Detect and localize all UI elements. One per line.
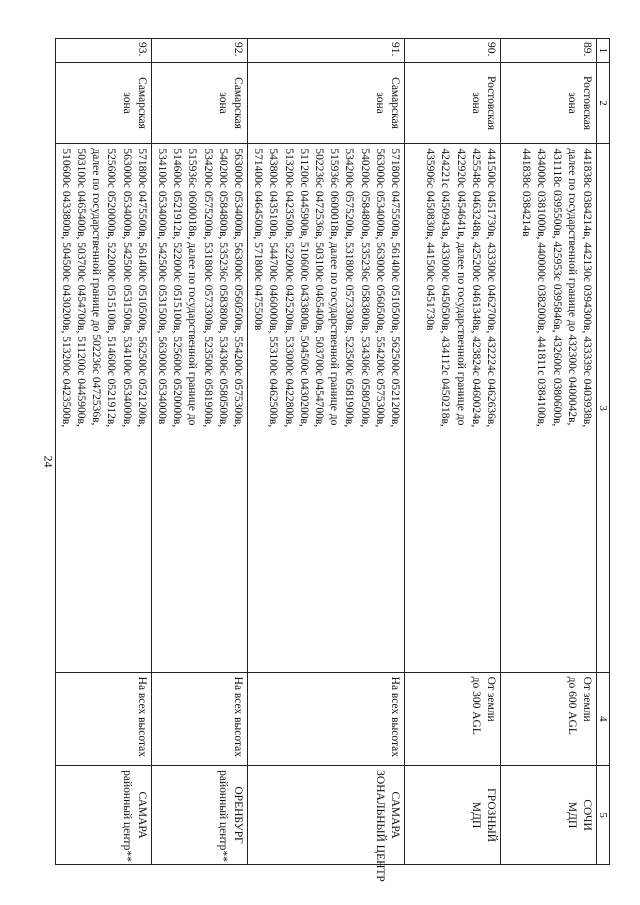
zone-name-line: зона — [373, 92, 386, 114]
header-col-4: 4 — [597, 672, 610, 766]
control-center-line: ГРОЗНЫЙ — [485, 788, 497, 843]
zone-name — [501, 62, 597, 144]
row-number: 92. — [151, 39, 247, 63]
control-center — [55, 766, 151, 865]
altitude-limits-line: до 600 AGL — [565, 676, 578, 735]
zone-name-line: Самарская — [135, 77, 148, 129]
control-center — [247, 766, 404, 882]
control-center-line: СОЧИ — [581, 799, 593, 831]
zone-boundary-coordinates-line: 571800с 0475500в, 561400с 0510500в, 562500с 0521200в, — [389, 148, 401, 428]
zone-boundary-coordinates-line: 511200с 0445900в, 510600с 0433800в, 504500с 0430200в, — [297, 148, 310, 427]
row-number: 93. — [55, 39, 151, 63]
zone-boundary-coordinates — [151, 144, 247, 672]
zone-boundary-coordinates-line: 502236с 0472536в, 503100с 0465400в, 503700с 0454700в, — [312, 148, 325, 428]
altitude-limits — [405, 672, 501, 766]
rotated-table-container — [59, 38, 610, 882]
zone-name — [151, 62, 247, 144]
control-center-line: САМАРА — [389, 791, 401, 839]
altitude-limits-line: На всех высотах — [231, 676, 244, 757]
table-row — [55, 39, 151, 865]
zone-name-line: Ростовская — [485, 75, 497, 131]
altitude-limits-line: От земли — [581, 676, 593, 722]
altitude-limits-line: От земли — [485, 676, 497, 722]
zone-boundary-coordinates-line: 441838с 0384214в, 442130с 0394300в, 433339с 0403938в, — [581, 148, 593, 428]
header-col-5: 5 — [597, 766, 610, 865]
table-row — [405, 39, 501, 865]
zone-name — [247, 62, 404, 144]
control-center-line: ОРЕНБУРГ — [231, 786, 244, 844]
zone-boundary-coordinates-line: 534200с 0575200в, 531800с 0573300в, 523500с 0581900в, — [201, 148, 214, 428]
header-col-3: 3 — [597, 144, 610, 672]
table-row — [501, 39, 597, 865]
zone-name-line: Самарская — [231, 77, 244, 129]
table-row — [151, 39, 247, 865]
altitude-limits — [501, 672, 597, 766]
zone-boundary-coordinates-line: 513200с 0423500в, 522000с 0425200в, 533000с 0422800в, — [282, 148, 295, 428]
zone-boundary-coordinates-line: 534100с 0534000в, 542500с 0531500в, 563000с 0534000в — [155, 148, 168, 425]
control-center-line: районный центр** — [216, 770, 229, 862]
zone-name-line: зона — [469, 92, 482, 114]
zone-boundary-coordinates-line: 571800с 0475500в, 561400с 0510500в, 562500с 0521200в, — [135, 148, 148, 428]
zone-boundary-coordinates-line: 515936с 0600018в, далее по государственной границе до — [328, 148, 341, 426]
control-center — [405, 766, 501, 865]
altitude-limits — [151, 672, 247, 766]
zone-name-line: зона — [565, 92, 578, 114]
zone-name — [405, 62, 501, 144]
zone-boundary-coordinates-line: 540200с 0584800в, 535236с 0583800в, 534306с 0580500в, — [358, 148, 371, 428]
zone-boundary-coordinates-line: 540200с 0584800в, 535236с 0583800в, 534306с 0580500в, — [216, 148, 229, 428]
zone-boundary-coordinates-line: далее по государственной границе до 432300с 0400042в, — [565, 148, 578, 426]
row-number: 89. — [501, 39, 597, 63]
zone-boundary-coordinates — [247, 144, 404, 672]
control-center-line: ЗОНАЛЬНЫЙ ЦЕНТР — [373, 770, 386, 882]
zone-boundary-coordinates-line: 525600с 0520000в, 522000с 0515100в, 514600с 0521912в, — [105, 148, 118, 428]
page-number: 24 — [41, 455, 56, 468]
header-col-1: 1 — [597, 39, 610, 63]
altitude-limits-line: до 300 AGL — [469, 676, 482, 735]
control-center — [501, 766, 597, 865]
zone-boundary-coordinates-line: 441838с 0384214в — [520, 148, 533, 237]
zone-boundary-coordinates-line: 435906с 0450830в, 441500с 0451730в — [424, 148, 437, 331]
zone-name-line: Самарская — [389, 77, 401, 129]
zone-boundary-coordinates-line: далее по государственной границе до 502236с 0472536в, — [90, 148, 103, 426]
altitude-limits-line: На всех высотах — [135, 676, 148, 757]
control-center-line: районный центр** — [120, 770, 133, 862]
zone-boundary-coordinates-line: 543800с 0435100в, 544700с 0460000в, 553100с 0462500в, — [267, 148, 280, 428]
zone-name-line: Ростовская — [581, 75, 593, 131]
zone-boundary-coordinates-line: 563000с 0534000в, 563000с 0560500в, 554200с 0575300в, — [231, 148, 244, 428]
header-row — [597, 39, 610, 865]
control-center-line: МДП — [565, 801, 578, 829]
zone-boundary-coordinates — [55, 144, 151, 672]
zone-boundary-coordinates — [501, 144, 597, 672]
control-center — [151, 766, 247, 865]
zone-boundary-coordinates-line: 563000с 0534000в, 542500с 0531500в, 534100с 0534000в, — [120, 148, 133, 428]
airspace-zones-table — [55, 38, 610, 882]
zone-boundary-coordinates-line: 515936с 0600018в, далее по государственной границе до — [186, 148, 199, 426]
altitude-limits — [55, 672, 151, 766]
zone-boundary-coordinates-line: 425548с 0463248в, 425200с 0461348в, 423824с 0460024в, — [469, 148, 482, 428]
zone-boundary-coordinates-line: 563000с 0534000в, 563000с 0560500в, 554200с 0575300в, — [373, 148, 386, 428]
zone-boundary-coordinates-line: 424221с 0450943в, 433000с 0450500в, 434112с 0450218в, — [439, 148, 452, 427]
control-center-line: МДП — [469, 801, 482, 829]
altitude-limits-line: На всех высотах — [389, 676, 401, 757]
zone-boundary-coordinates-line: 441500с 0451730в, 433300с 0462700в, 432224с 0462636в, — [485, 148, 497, 428]
table-row — [247, 39, 404, 865]
zone-name-line: зона — [216, 92, 229, 114]
zone-boundary-coordinates-line: 503100с 0465400в, 503700с 0454700в, 511200с 0445900в, — [74, 148, 87, 427]
header-col-2: 2 — [597, 62, 610, 144]
zone-boundary-coordinates-line: 514600с 0521912в, 522000с 0515100в, 525600с 0520000в, — [171, 148, 184, 428]
altitude-limits — [247, 672, 404, 766]
zone-name-line: зона — [120, 92, 133, 114]
zone-name — [55, 62, 151, 144]
zone-boundary-coordinates-line: 422920с 0454641в, далее по государственной границе до — [454, 148, 467, 426]
zone-boundary-coordinates-line: 534200с 0575200в, 531800с 0573300в, 523500с 0581900в, — [343, 148, 356, 428]
control-center-line: САМАРА — [135, 791, 148, 839]
zone-boundary-coordinates-line: 434000с 0381000в, 440000с 0382000в, 441811с 0384100в, — [535, 148, 548, 427]
zone-boundary-coordinates-line: 431118с 0395500в, 425953с 0395846в, 432600с 0380600в, — [550, 148, 563, 427]
zone-boundary-coordinates — [405, 144, 501, 672]
zone-boundary-coordinates-line: 510600с 0433800в, 504500с 0430200в, 513200с 0423500в, — [59, 148, 72, 428]
row-number: 90. — [405, 39, 501, 63]
zone-boundary-coordinates-line: 571400с 0464500в, 571800с 0475500в — [252, 148, 265, 331]
row-number: 91. — [247, 39, 404, 63]
